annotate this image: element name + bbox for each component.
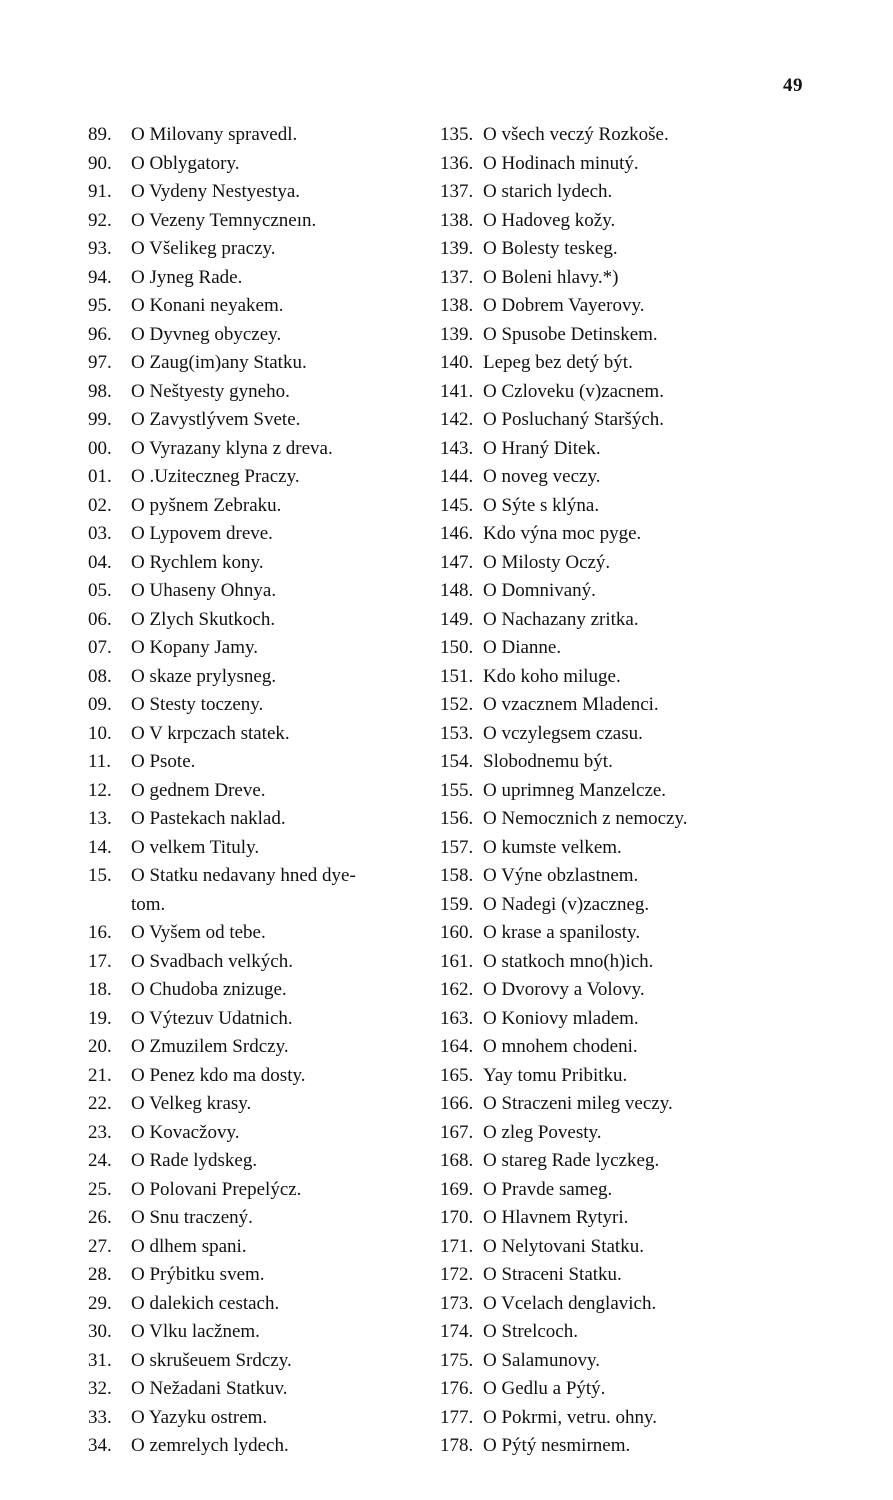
entry-number: 32. <box>88 1378 112 1399</box>
entry-title: O Pastekach naklad. <box>131 808 286 829</box>
entry-title: O Pravde sameg. <box>483 1178 613 1200</box>
entry-number: 30. <box>88 1321 112 1342</box>
entry-number: 34. <box>88 1435 112 1456</box>
entry-number: 165. <box>440 1064 474 1086</box>
entry-title: O skaze prylysneg. <box>131 665 277 687</box>
entry-number: 144. <box>440 466 474 487</box>
list-item <box>440 577 780 606</box>
entry-title: O Domnivaný. <box>483 580 596 601</box>
entry-title: Kdo koho miluge. <box>483 665 621 687</box>
list-item <box>88 1005 428 1034</box>
entry-number: 08. <box>88 665 112 687</box>
entry-number: 172. <box>440 1264 474 1285</box>
list-item <box>440 1261 780 1290</box>
entry-title: O Svadbach velkých. <box>131 950 293 972</box>
entry-title: O Stesty toczeny. <box>131 694 264 715</box>
list-item <box>88 777 428 806</box>
left-column <box>88 121 428 1461</box>
list-item <box>88 1347 428 1376</box>
entry-title: Kdo výna moc pyge. <box>483 523 642 544</box>
list-item <box>88 1033 428 1062</box>
list-item <box>440 1119 780 1148</box>
entry-title: O Pýtý nesmirnem. <box>483 1435 631 1456</box>
entry-number: 14. <box>88 836 112 858</box>
list-item <box>88 663 428 692</box>
entry-number: 137. <box>440 266 474 288</box>
entry-title: O Hodinach minutý. <box>483 152 639 174</box>
list-item <box>88 720 428 749</box>
list-item <box>440 1375 780 1404</box>
entry-title: O Polovani Prepelýcz. <box>131 1178 302 1200</box>
entry-title: O Boleni hlavy.*) <box>483 266 619 288</box>
entry-number: 00. <box>88 437 112 459</box>
entry-number: 135. <box>440 124 474 145</box>
list-item <box>88 577 428 606</box>
list-item <box>88 178 428 207</box>
list-item <box>440 1318 780 1347</box>
entry-number: 99. <box>88 409 112 430</box>
entry-title: O Nelytovani Statku. <box>483 1235 644 1257</box>
entry-title: O zemrelych lydech. <box>131 1435 289 1456</box>
entry-title: O krase a spanilosty. <box>483 922 641 943</box>
list-item <box>440 777 780 806</box>
list-item <box>88 1147 428 1176</box>
list-item <box>440 1033 780 1062</box>
entry-title: O Vcelach denglavich. <box>483 1292 657 1314</box>
entry-title: O Dianne. <box>483 637 562 658</box>
list-item <box>88 691 428 720</box>
list-item <box>88 121 428 150</box>
list-item <box>440 1204 780 1233</box>
entry-title: O Kopany Jamy. <box>131 637 258 658</box>
entry-number: 33. <box>88 1406 112 1428</box>
list-item <box>440 435 780 464</box>
list-item <box>440 634 780 663</box>
entry-title: O Milovany spravedl. <box>131 124 298 145</box>
entry-number: 153. <box>440 722 474 744</box>
entry-number: 28. <box>88 1264 112 1285</box>
list-item <box>440 1005 780 1034</box>
entry-title: O Dobrem Vayerovy. <box>483 295 645 316</box>
entry-title: O Bolesty teskeg. <box>483 238 618 259</box>
entry-title: O Vyrazany klyna z dreva. <box>131 437 333 459</box>
entry-title: tom. <box>131 893 166 915</box>
entry-title: O Dyvneg obyczey. <box>131 323 282 345</box>
entry-title: O Hraný Ditek. <box>483 437 601 459</box>
entry-number: 06. <box>88 608 112 630</box>
entry-number: 138. <box>440 209 474 231</box>
list-item <box>440 178 780 207</box>
entry-title: O gednem Dreve. <box>131 779 266 801</box>
entry-title: O mnohem chodeni. <box>483 1036 638 1057</box>
entry-number: 93. <box>88 238 112 259</box>
entry-title: O dlhem spani. <box>131 1235 247 1257</box>
entry-title: O zleg Povesty. <box>483 1121 602 1143</box>
entry-number: 178. <box>440 1435 474 1456</box>
list-item <box>88 549 428 578</box>
entry-number: 175. <box>440 1349 474 1371</box>
right-column <box>440 121 780 1461</box>
list-item <box>440 1290 780 1319</box>
list-item <box>88 235 428 264</box>
entry-title: O Chudoba znizuge. <box>131 979 287 1000</box>
entry-title: O Jyneg Rade. <box>131 266 243 288</box>
list-item <box>440 463 780 492</box>
list-item <box>88 406 428 435</box>
entry-title: Lepeg bez detý být. <box>483 352 633 373</box>
entry-number: 89. <box>88 124 112 145</box>
entry-title: O Výtezuv Udatnich. <box>131 1007 293 1029</box>
entry-number: 18. <box>88 979 112 1000</box>
list-item <box>88 1090 428 1119</box>
entry-title: O Uhaseny Ohnya. <box>131 580 277 601</box>
list-item <box>88 463 428 492</box>
list-item <box>440 1404 780 1433</box>
entry-number: 139. <box>440 238 474 259</box>
entry-number: 15. <box>88 865 112 886</box>
list-item <box>440 1347 780 1376</box>
list-item <box>88 349 428 378</box>
entry-title: O uprimneg Manzelcze. <box>483 779 667 801</box>
list-item <box>88 1318 428 1347</box>
list-item <box>88 748 428 777</box>
entry-number: 23. <box>88 1121 112 1143</box>
entry-title: O Koniovy mladem. <box>483 1007 639 1029</box>
list-item-continuation <box>88 891 428 920</box>
entry-title: O Výne obzlastnem. <box>483 865 639 886</box>
entry-title: O Milosty Oczý. <box>483 551 611 573</box>
list-item <box>440 207 780 236</box>
list-item <box>440 549 780 578</box>
entry-title: O Nadegi (v)zaczneg. <box>483 893 650 915</box>
list-item <box>88 1119 428 1148</box>
list-item <box>88 1176 428 1205</box>
list-item <box>88 435 428 464</box>
entry-number: 169. <box>440 1178 474 1200</box>
entry-title: O Nežadani Statkuv. <box>131 1378 288 1399</box>
entry-number: 10. <box>88 722 112 744</box>
entry-number: 16. <box>88 922 112 943</box>
entry-title: O všech veczý Rozkoše. <box>483 124 669 145</box>
list-item <box>440 264 780 293</box>
list-item <box>440 805 780 834</box>
entry-number: 154. <box>440 751 474 772</box>
entry-title: O kumste velkem. <box>483 836 622 858</box>
list-item <box>88 520 428 549</box>
entry-number: 171. <box>440 1235 474 1257</box>
entry-number: 142. <box>440 409 474 430</box>
entry-number: 91. <box>88 181 112 202</box>
entry-title: O Zaug(im)any Statku. <box>131 352 307 373</box>
entry-title: O Hadoveg kožy. <box>483 209 616 231</box>
list-item <box>440 492 780 521</box>
entry-number: 170. <box>440 1207 474 1228</box>
entry-number: 26. <box>88 1207 112 1228</box>
list-item <box>440 520 780 549</box>
entry-title: O V krpczach statek. <box>131 722 290 744</box>
list-item <box>440 948 780 977</box>
entry-number: 163. <box>440 1007 474 1029</box>
entry-title: O Vydeny Nestyestya. <box>131 181 301 202</box>
entry-number: 152. <box>440 694 474 715</box>
list-item <box>440 121 780 150</box>
entry-number: 161. <box>440 950 474 972</box>
entry-number: 140. <box>440 352 474 373</box>
list-item <box>88 207 428 236</box>
entry-number: 97. <box>88 352 112 373</box>
entry-number: 137. <box>440 181 474 202</box>
entry-title: O Straceni Statku. <box>483 1264 622 1285</box>
entry-title: O velkem Tituly. <box>131 836 260 858</box>
entry-title: O Spusobe Detinskem. <box>483 323 658 345</box>
list-item <box>88 1432 428 1461</box>
entry-number: 159. <box>440 893 474 915</box>
entry-title: O Zavystlývem Svete. <box>131 409 301 430</box>
list-item <box>88 948 428 977</box>
list-item <box>88 1062 428 1091</box>
list-item <box>88 976 428 1005</box>
entry-number: 164. <box>440 1036 474 1057</box>
entry-number: 17. <box>88 950 112 972</box>
list-item <box>440 691 780 720</box>
entry-number: 156. <box>440 808 474 829</box>
entry-title: O Kovacžovy. <box>131 1121 240 1143</box>
list-item <box>88 1404 428 1433</box>
entry-number: 19. <box>88 1007 112 1029</box>
entry-number: 03. <box>88 523 112 544</box>
entry-title: O statkoch mno(h)ich. <box>483 950 654 972</box>
entry-title: O Oblygatory. <box>131 152 240 174</box>
entry-title: O dalekich cestach. <box>131 1292 280 1314</box>
entry-title: O Zlych Skutkoch. <box>131 608 276 630</box>
entry-title: O Konani neyakem. <box>131 295 284 316</box>
entry-title: O Vlku lacžnem. <box>131 1321 260 1342</box>
entry-number: 148. <box>440 580 474 601</box>
entry-title: O Všelikeg praczy. <box>131 238 276 259</box>
entry-number: 25. <box>88 1178 112 1200</box>
entry-title: O Gedlu a Pýtý. <box>483 1378 606 1399</box>
entry-number: 31. <box>88 1349 112 1371</box>
entry-number: 147. <box>440 551 474 573</box>
list-item <box>88 834 428 863</box>
entry-title: O Salamunovy. <box>483 1349 600 1371</box>
entry-title: O Prýbitku svem. <box>131 1264 265 1285</box>
entry-title: O Dvorovy a Volovy. <box>483 979 645 1000</box>
entry-number: 166. <box>440 1093 474 1114</box>
entry-number: 04. <box>88 551 112 573</box>
entry-title: Slobodnemu být. <box>483 751 613 772</box>
list-item <box>440 1233 780 1262</box>
entry-number: 145. <box>440 494 474 516</box>
entry-number: 143. <box>440 437 474 459</box>
entry-number: 146. <box>440 523 474 544</box>
entry-title: O vczylegsem czasu. <box>483 722 643 744</box>
entry-number: 21. <box>88 1064 112 1086</box>
list-item <box>440 378 780 407</box>
entry-number: 151. <box>440 665 474 687</box>
list-item <box>88 150 428 179</box>
list-item <box>88 862 428 891</box>
entry-number: 07. <box>88 637 112 658</box>
list-item <box>440 891 780 920</box>
entry-title: O Statku nedavany hned dye- <box>131 865 356 886</box>
entry-number: 174. <box>440 1321 474 1342</box>
entry-number: 167. <box>440 1121 474 1143</box>
entry-number: 13. <box>88 808 112 829</box>
entry-number: 168. <box>440 1150 474 1171</box>
entry-number: 162. <box>440 979 474 1000</box>
entry-number: 176. <box>440 1378 474 1399</box>
entry-number: 11. <box>88 751 112 772</box>
entry-title: O Zmuzilem Srdczy. <box>131 1036 289 1057</box>
entry-title: O Penez kdo ma dosty. <box>131 1064 306 1086</box>
list-item <box>440 1176 780 1205</box>
entry-title: O Hlavnem Rytyri. <box>483 1207 629 1228</box>
entry-number: 158. <box>440 865 474 886</box>
list-item <box>440 1090 780 1119</box>
entry-number: 96. <box>88 323 112 345</box>
list-item <box>88 919 428 948</box>
entry-number: 157. <box>440 836 474 858</box>
list-item <box>440 292 780 321</box>
list-item <box>88 634 428 663</box>
entry-number: 149. <box>440 608 474 630</box>
list-item <box>440 834 780 863</box>
entry-title: O Rychlem kony. <box>131 551 264 573</box>
list-item <box>88 1261 428 1290</box>
entry-title: O stareg Rade lyczkeg. <box>483 1150 660 1171</box>
entry-number: 177. <box>440 1406 474 1428</box>
list-item <box>88 1233 428 1262</box>
entry-number: 150. <box>440 637 474 658</box>
list-item <box>440 406 780 435</box>
entry-number: 98. <box>88 380 112 402</box>
list-item <box>88 292 428 321</box>
entry-title: O Velkeg krasy. <box>131 1093 252 1114</box>
entry-title: O Pokrmi, vetru. ohny. <box>483 1406 657 1428</box>
list-item <box>440 349 780 378</box>
list-item <box>440 1432 780 1461</box>
list-item <box>440 862 780 891</box>
entry-title: O Strelcoch. <box>483 1321 578 1342</box>
entry-number: 01. <box>88 466 112 487</box>
entry-number: 09. <box>88 694 112 715</box>
list-item <box>88 321 428 350</box>
entry-title: O Lypovem dreve. <box>131 523 273 544</box>
entry-number: 155. <box>440 779 474 801</box>
entry-title: O skrušeuem Srdczy. <box>131 1349 292 1371</box>
entry-number: 173. <box>440 1292 474 1314</box>
entry-title: O Sýte s klýna. <box>483 494 600 516</box>
entry-title: O Straczeni mileg veczy. <box>483 1093 673 1114</box>
entry-number: 92. <box>88 209 112 231</box>
entry-number: 95. <box>88 295 112 316</box>
entry-title: O pyšnem Zebraku. <box>131 494 282 516</box>
entry-number: 02. <box>88 494 112 516</box>
entry-title: O Neštyesty gyneho. <box>131 380 290 402</box>
entry-number: 22. <box>88 1093 112 1114</box>
entry-title: Yay tomu Pribitku. <box>483 1064 628 1086</box>
list-item <box>440 235 780 264</box>
list-item <box>88 264 428 293</box>
entry-title: O Snu traczený. <box>131 1207 253 1228</box>
list-item <box>440 720 780 749</box>
entry-number: 20. <box>88 1036 112 1057</box>
list-item <box>440 321 780 350</box>
list-item <box>88 492 428 521</box>
entry-number: 94. <box>88 266 112 288</box>
entry-title: O Posluchaný Staršých. <box>483 409 665 430</box>
list-item <box>88 1375 428 1404</box>
entry-number: 24. <box>88 1150 112 1171</box>
list-item <box>440 663 780 692</box>
entry-title: O starich lydech. <box>483 181 613 202</box>
entry-title: O Vyšem od tebe. <box>131 922 266 943</box>
entry-title: O Czloveku (v)zacnem. <box>483 380 664 402</box>
entry-number: 05. <box>88 580 112 601</box>
list-item <box>88 1290 428 1319</box>
list-item <box>88 805 428 834</box>
list-item <box>440 919 780 948</box>
entry-number: 138. <box>440 295 474 316</box>
entry-title: O Psote. <box>131 751 196 772</box>
entry-number: 160. <box>440 922 474 943</box>
list-item <box>440 976 780 1005</box>
entry-title: O .Uziteczneg Praczy. <box>131 466 300 487</box>
entry-number: 90. <box>88 152 112 174</box>
entry-number: 136. <box>440 152 474 174</box>
list-item <box>440 606 780 635</box>
entry-title: O vzacznem Mladenci. <box>483 694 659 715</box>
list-item <box>440 1062 780 1091</box>
entry-title: O Yazyku ostrem. <box>131 1406 268 1428</box>
list-item <box>88 378 428 407</box>
list-item <box>440 748 780 777</box>
entry-title: O noveg veczy. <box>483 466 601 487</box>
entry-title: O Nachazany zritka. <box>483 608 639 630</box>
list-item <box>440 150 780 179</box>
list-item <box>88 606 428 635</box>
entry-number: 27. <box>88 1235 112 1257</box>
page-number: 49 <box>783 75 803 96</box>
entry-number: 141. <box>440 380 474 402</box>
list-item <box>88 1204 428 1233</box>
entry-number: 139. <box>440 323 474 345</box>
entry-title: O Rade lydskeg. <box>131 1150 258 1171</box>
entry-title: O Vezeny Temnyczneın. <box>131 209 317 231</box>
entry-number: 29. <box>88 1292 112 1314</box>
entry-title: O Nemocznich z nemoczy. <box>483 808 688 829</box>
entry-number: 12. <box>88 779 112 801</box>
list-item <box>440 1147 780 1176</box>
